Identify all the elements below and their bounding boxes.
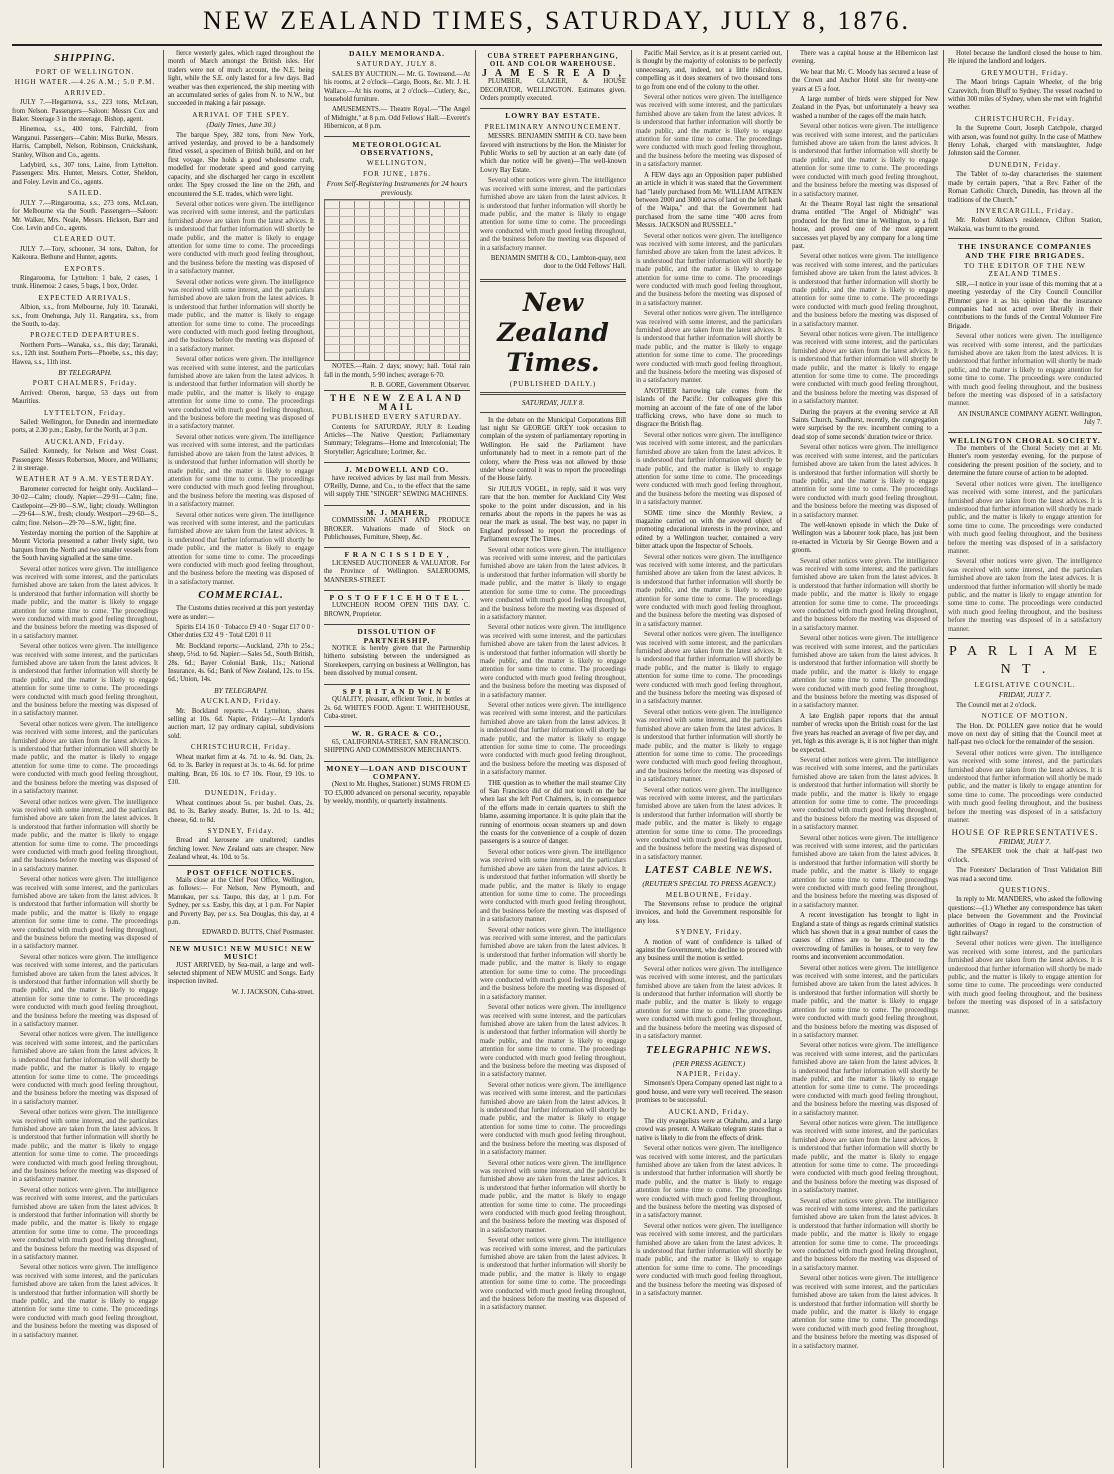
- memoranda-heading: DAILY MEMORANDA.: [348, 50, 445, 58]
- body-text: Several other notices were given. The intelligence was received with some interest, and the particulars furnished above are taken from the latest advices. It is understood that further information will shortly be made public, and the matter is likely to engage attention for some time to come. The proceedings were conducted with much good feeling throughout, and the business before the meeting was disposed of in a satisfactory manner.: [636, 708, 782, 784]
- dissolution-heading: DISSOLUTION OF PARTNERSHIP.: [357, 627, 437, 645]
- telegraphic-heading: TELEGRAPHIC NEWS.: [645, 1044, 773, 1056]
- divider: [480, 279, 626, 282]
- body-text: Several other notices were given. The intelligence was received with some interest, and the particulars furnished above are taken from the latest advices. It is understood that further information will shortly be made public, and the matter is likely to engage attention for some time to come. The proceedings were conducted with much good feeling throughout, and the business before the meeting was disposed of in a satisfactory manner.: [636, 631, 782, 706]
- observer-signature: R. B. GORE, Government Observer.: [370, 381, 470, 389]
- body-text: Several other notices were given. The intelligence was received with some interest, and the particulars furnished above are taken from the latest advices. It is understood that further information will shortly be made public, and the matter is likely to engage attention for some time to come. The proceedings were conducted with much good feeling throughout, and the business before the meeting was disposed of in a satisfactory manner.: [168, 278, 314, 353]
- dateline: CHRISTCHURCH, Friday.: [974, 114, 1076, 123]
- dateline: CHRISTCHURCH, Friday.: [190, 743, 292, 752]
- read-advert: [480, 50, 626, 108]
- shipping-para: Ladybird, s.s., 307 tons, Laine, from Lyttelton. Passengers: Mrs. Hunter, Messrs. Cotter, Sheldon, and Foley. Levin and Co., agents.: [12, 162, 158, 186]
- dateline: AUCKLAND, Friday.: [668, 1107, 750, 1116]
- body-text: Several other notices were given. The intelligence was received with some interest, and the particulars furnished above are taken from the latest advices. It is understood that further information will shortly be made public, and the matter is likely to engage attention for some time to come. The proceedings were conducted with much good feeling throughout, and the business before the meeting was disposed of in a satisfactory manner.: [792, 444, 938, 519]
- body-text: Several other notices were given. The intelligence was received with some interest, and the particulars furnished above are taken from the latest advices. It is understood that further information will shortly be made public, and the matter is likely to engage attention for some time to come. The proceedings were conducted with much good feeling throughout, and the business before the meeting was disposed of in a satisfactory manner.: [792, 1119, 938, 1195]
- dateline: DUNEDIN, Friday.: [988, 160, 1062, 169]
- dissolution-text: NOTICE is hereby given that the Partnership hitherto subsisting between the undersigned as Storekeepers, carrying on business at Wellington, has been dissolved by mutual consent.: [324, 645, 470, 678]
- dateline: AUCKLAND, Friday.: [44, 437, 126, 446]
- column-divider: [787, 50, 788, 1468]
- body-text: Several other notices were given. The intelligence was received with some interest, and the particulars furnished above are taken from the latest advices. It is understood that further information will shortly be made public, and the matter is likely to engage attention for some time to come. The proceedings were conducted with much good feeling throughout, and the business before the meeting was disposed of in a satisfactory manner.: [636, 786, 782, 861]
- body-text: Several other notices were given. The intelligence was received with some interest, and the particulars furnished above are taken from the latest advices. It is understood that further information will shortly be made public, and the matter is likely to engage attention for some time to come. The proceedings were conducted with much good feeling throughout, and the business before the meeting was disposed of in a satisfactory manner.: [948, 558, 1102, 633]
- body-text: Several other notices were given. The intelligence was received with some interest, and the particulars furnished above are taken from the latest advices. It is understood that further information will shortly be made public, and the matter is likely to engage attention for some time to come. The proceedings were conducted with much good feeling throughout, and the business before the meeting was disposed of in a satisfactory manner.: [948, 940, 1102, 1015]
- projected-heading: PROJECTED DEPARTURES.: [30, 331, 140, 340]
- arrival-heading: ARRIVAL OF THE SPEY.: [192, 110, 290, 119]
- tide-line: HIGH WATER.—4.26 A.M.; 5.0 P.M.: [14, 78, 156, 87]
- body-para: ANOTHER harrowing tale comes from the islands of the Pacific. Our colleagues give this morning an account of the fate of one of the labor trafficking crews, who have done so much to disgrace the British flag.: [636, 387, 782, 429]
- body-text: Several other notices were given. The intelligence was received with some interest, and the particulars furnished above are taken from the latest advices. It is understood that further information will shortly be made public, and the matter is likely to engage attention for some time to come. The proceedings were conducted with much good feeling throughout, and the business before the meeting was disposed of in a satisfactory manner.: [12, 953, 158, 1029]
- body-para: The well-known episode in which the Duke of Wellington was a labourer took place, has just been re-enacted in Victoria by Sir George Bowen and a groom.: [792, 521, 938, 555]
- body-para: SOME time since the Monthly Review, a magazine carried on with the avowed object of promoting educational interests in the province, and edited by a Wellington teacher, contained a very bitter attack upon the Inspector of Schools.: [636, 509, 782, 551]
- column-1: [12, 50, 158, 1468]
- body-para: Mr. Bockland reports:—Auckland, 27th to 25s.; sheep, 5½d. to 6d. Napier:—Sales 5d., South British, 28s. 6d.; Bayer Colonial Bank, 11s.; National Insurance, 4s. 6d.; Bank of New Zealand, 12s. to 15s. 6d.; Union, 14s.: [168, 642, 314, 684]
- dissolution-advert: [324, 624, 470, 683]
- shipping-para: Hinemoa, s.s., 400 tons, Fairchild, from Wanganui. Passengers—Cabin: Miss Burke, Messrs. Harris, Campbell, Nelson, Robinson, Cruickshank, Stanley, Wilson and Co., agents.: [12, 126, 158, 159]
- newspaper-columns: [12, 50, 1102, 1468]
- telegraph-heading: BY TELEGRAPH.: [58, 368, 112, 377]
- memoranda-amusements: AMUSEMENTS.— Theatre Royal.—"The Angel of Midnight," at 8 p.m. Odd Fellows' Hall.—Everett's Hibernicon, at 8 p.m.: [324, 106, 470, 131]
- body-text: Several other notices were given. The intelligence was received with some interest, and the particulars furnished above are taken from the latest advices. It is understood that further information will shortly be made public, and the matter is likely to engage attention for some time to come. The proceedings were conducted with much good feeling throughout, and the business before the meeting was disposed of in a satisfactory manner.: [480, 1081, 626, 1157]
- body-para: A recent investigation has brought to light in England a state of things as regards criminal statistics which has shown that in a great number of cases the causes of crimes are to be attributed to the overcrowding of families in houses, or to very few rooms and inconvenient accommodation.: [792, 912, 938, 962]
- choral-heading: WELLINGTON CHORAL SOCIETY.: [949, 435, 1101, 445]
- editorial-date: SATURDAY, JULY 8.: [521, 398, 585, 408]
- hotel-text: LUNCHEON ROOM OPEN THIS DAY. C. BROWN, Proprietor.: [324, 602, 470, 618]
- body-text: Several other notices were given. The intelligence was received with some interest, and the particulars furnished above are taken from the latest advices. It is understood that further information will shortly be made public, and the matter is likely to engage attention for some time to come. The proceedings were conducted with much good feeling throughout, and the business before the meeting was disposed of in a satisfactory manner.: [168, 433, 314, 509]
- dateline: SYDNEY, Friday.: [207, 826, 275, 835]
- body-para: A large number of birds were shipped for New Zealand in the Pyas, but unfortunately a heavy sea washed a number of the cages off the main hatch.: [792, 96, 938, 120]
- body-text: Several other notices were given. The intelligence was received with some interest, and the particulars furnished above are taken from the latest advices. It is understood that further information will shortly be made public, and the matter is likely to engage attention for some time to come. The proceedings were conducted with much good feeling throughout, and the business before the meeting was disposed of in a satisfactory manner.: [12, 720, 158, 796]
- divider: [948, 238, 1102, 239]
- arrival-source: (Daily Times, June 30.): [206, 120, 276, 130]
- body-para: The barque Spey, 382 tons, from New York, arrived yesterday, and proved to be a handsomely fitted vessel, a specimen of British build, and on her first voyage. She holds a good wholesome craft, modelled for moderate speed and good carrying capacity, and she discharged her cargo in excellent order. The Spey crossed the line on the 26th, and encountered the S.E. trades, which were light.: [168, 131, 314, 198]
- music-text: JUST ARRIVED, by Sea-mail, a large and well-selected shipment of NEW MUSIC and Songs. Early inspection invited.: [168, 961, 314, 986]
- body-text: Several other notices were given. The intelligence was received with some interest, and the particulars furnished above are taken from the latest advices. It is understood that further information will shortly be made public, and the matter is likely to engage attention for some time to come. The proceedings were conducted with much good feeling throughout, and the business before the meeting was disposed of in a satisfactory manner.: [12, 1031, 158, 1106]
- sidey-text: LICENSED AUCTIONEER & VALUATOR. For the Province of Wellington. SALEROOMS, MANNERS-STREET.: [324, 559, 470, 584]
- body-text: Several other notices were given. The intelligence was received with some interest, and the particulars furnished above are taken from the latest advices. It is understood that further information will shortly be made public, and the matter is likely to engage attention for some time to come. The proceedings were conducted with much good feeling throughout, and the business before the meeting was disposed of in a satisfactory manner.: [636, 965, 782, 1041]
- arrived-heading: ARRIVED.: [64, 88, 106, 97]
- council-date: FRIDAY, JULY 7.: [998, 690, 1052, 700]
- expected-heading: EXPECTED ARRIVALS.: [38, 293, 132, 302]
- body-text: Several other notices were given. The intelligence was received with some interest, and the particulars furnished above are taken from the latest advices. It is understood that further information will shortly be made public, and the matter is likely to engage attention for some time to come. The proceedings were conducted with much good feeling throughout, and the business before the meeting was disposed of in a satisfactory manner.: [636, 1222, 782, 1298]
- column-divider: [163, 50, 164, 1468]
- body-text: Several other notices were given. The intelligence was received with some interest, and the particulars furnished above are taken from the latest advices. It is understood that further information will shortly be made public, and the matter is likely to engage attention for some time to come. The proceedings were conducted with much good feeling throughout, and the business before the meeting was disposed of in a satisfactory manner.: [792, 1197, 938, 1272]
- body-para: Simonsen's Opera Company opened last night to a good house, and were very well received. The season promises to be successful.: [636, 1080, 782, 1105]
- mcdowell-advert: [324, 462, 470, 505]
- column-3: [324, 50, 470, 1468]
- cable-heading: LATEST CABLE NEWS.: [644, 865, 774, 877]
- body-text: Several other notices were given. The intelligence was received with some interest, and the particulars furnished above are taken from the latest advices. It is understood that further information will shortly be made public, and the matter is likely to engage attention for some time to come. The proceedings were conducted with much good feeling throughout, and the business before the meeting was disposed of in a satisfactory manner.: [792, 331, 938, 406]
- body-text: Several other notices were given. The intelligence was received with some interest, and the particulars furnished above are taken from the latest advices. It is understood that further information will shortly be made public, and the matter is likely to engage attention for some time to come. The proceedings were conducted with much good feeling throughout, and the business before the meeting was disposed of in a satisfactory manner.: [480, 177, 626, 252]
- body-text: Several other notices were given. The intelligence was received with some interest, and the particulars furnished above are taken from the latest advices. It is understood that further information will shortly be made public, and the matter is likely to engage attention for some time to come. The proceedings were conducted with much good feeling throughout, and the business before the meeting was disposed of in a satisfactory manner.: [12, 876, 158, 951]
- shipping-para: Albion, s.s., from Melbourne, July 10. Taranaki, s.s., from Onehunga, July 11. Rangatira, s.s., from the South, to-day.: [12, 304, 158, 328]
- body-para: A motion of want of confidence is talked of against the Government, who decline to proceed with any business until the motion is settled.: [636, 938, 782, 963]
- shipping-para: JULY 7.—Tory, schooner, 34 tons, Dalton, for Kaikoura. Bethune and Hunter, agents.: [12, 245, 158, 262]
- read-text: PLUMBER, GLAZIER, & HOUSE DECORATOR, WELLINGTON. Estimates given. Orders promptly executed.: [480, 78, 626, 103]
- notices-signature: EDWARD D. BUTTS, Chief Postmaster.: [202, 929, 314, 937]
- body-text: Several other notices were given. The intelligence was received with some interest, and the particulars furnished above are taken from the latest advices. It is understood that further information will shortly be made public, and the matter is likely to engage attention for some time to come. The proceedings were conducted with much good feeling throughout, and the business before the meeting was disposed of in a satisfactory manner.: [792, 1275, 938, 1350]
- notice-heading: NOTICE OF MOTION.: [981, 712, 1069, 721]
- weather-heading: WEATHER AT 9 A.M. YESTERDAY.: [15, 475, 155, 484]
- post-office-notices: [168, 865, 314, 941]
- dateline: AUCKLAND, Friday.: [200, 697, 282, 706]
- mail-contents: Contents for SATURDAY, JULY 8: Leading Articles—The Native Question; Parliamentary Summary; Telegrams—Home and Intercolonial; The Storyteller; Agriculture; Lorimer, &c.: [324, 423, 470, 456]
- body-text: Several other notices were given. The intelligence was received with some interest, and the particulars furnished above are taken from the latest advices. It is understood that further information will shortly be made public, and the matter is likely to engage attention for some time to come. The proceedings were conducted with much good feeling throughout, and the business before the meeting was disposed of in a satisfactory manner.: [12, 565, 158, 640]
- body-text: Several other notices were given. The intelligence was received with some interest, and the particulars furnished above are taken from the latest advices. It is understood that further information will shortly be made public, and the matter is likely to engage attention for some time to come. The proceedings were conducted with much good feeling throughout, and the business before the meeting was disposed of in a satisfactory manner.: [636, 1145, 782, 1220]
- body-text: Several other notices were given. The intelligence was received with some interest, and the particulars furnished above are taken from the latest advices. It is understood that further information will shortly be made public, and the matter is likely to engage attention for some time to come. The proceedings were conducted with much good feeling throughout, and the business before the meeting was disposed of in a satisfactory manner.: [948, 333, 1102, 408]
- body-text: Several other notices were given. The intelligence was received with some interest, and the particulars furnished above are taken from the latest advices. It is understood that further information will shortly be made public, and the matter is likely to engage attention for some time to come. The proceedings were conducted with much good feeling throughout, and the business before the meeting was disposed of in a satisfactory manner.: [636, 94, 782, 169]
- dateline: LYTTELTON, Friday.: [43, 408, 127, 417]
- dateline: INVERCARGILL, Friday.: [976, 206, 1074, 215]
- body-text: Several other notices were given. The intelligence was received with some interest, and the particulars furnished above are taken from the latest advices. It is understood that further information will shortly be made public, and the matter is likely to engage attention for some time to come. The proceedings were conducted with much good feeling throughout, and the business before the meeting was disposed of in a satisfactory manner.: [948, 480, 1102, 555]
- wine-heading: S P I R I T A N D W I N E: [342, 686, 452, 696]
- shipping-para: JULY 7.—Hegarnova, s.s., 223 tons, McLean, from Nelson. Passengers—Saloon: Messrs Cox and Baker. Steerage 3 in the steerage. Bishop, agent.: [12, 99, 158, 124]
- meteorological-notes: NOTES.—Rain. 2 days; snowy; hail. Total rain fall in the month, 5·90 inches; average 6·70.: [324, 363, 470, 379]
- body-para: There was a capital house at the Hibernicon last evening.: [792, 50, 938, 66]
- shipping-para: Sailed: Wellington, for Dunedin and intermediate ports, at 2.30 p.m.; Easby, for the North, at 3 p.m.: [12, 419, 158, 435]
- commercial-heading: COMMERCIAL.: [198, 590, 284, 602]
- body-text: Several other notices were given. The intelligence was received with some interest, and the particulars furnished above are taken from the latest advices. It is understood that further information will shortly be made public, and the matter is likely to engage attention for some time to come. The proceedings were conducted with much good feeling throughout, and the business before the meeting was disposed of in a satisfactory manner.: [480, 1237, 626, 1312]
- body-text: Several other notices were given. The intelligence was received with some interest, and the particulars furnished above are taken from the latest advices. It is understood that further information will shortly be made public, and the matter is likely to engage attention for some time to come. The proceedings were conducted with much good feeling throughout, and the business before the meeting was disposed of in a satisfactory manner.: [480, 546, 626, 621]
- read-heading: J A M E S R E A D ,: [481, 67, 625, 79]
- body-text: Several other notices were given. The intelligence was received with some interest, and the particulars furnished above are taken from the latest advices. It is understood that further information will shortly be made public, and the matter is likely to engage attention for some time to come. The proceedings were conducted with much good feeling throughout, and the business before the meeting was disposed of in a satisfactory manner.: [12, 1186, 158, 1262]
- shipping-para: Ringarooma, for Lyttelton: 1 bale, 2 cases, 1 trunk. Hinemoa: 2 cases, 5 bags, 1 box, Order.: [12, 274, 158, 291]
- body-para: Mr. Robert Aitken's residence, Clifton Station, Waikaia, was burnt to the ground.: [948, 217, 1102, 233]
- music-advert: [168, 941, 314, 1000]
- body-text: Several other notices were given. The intelligence was received with some interest, and the particulars furnished above are taken from the latest advices. It is understood that further information will shortly be made public, and the matter is likely to engage attention for some time to come. The proceedings were conducted with much good feeling throughout, and the business before the meeting was disposed of in a satisfactory manner.: [792, 635, 938, 710]
- body-text: Several other notices were given. The intelligence was received with some interest, and the particulars furnished above are taken from the latest advices. It is understood that further information will shortly be made public, and the matter is likely to engage attention for some time to come. The proceedings were conducted with much good feeling throughout, and the business before the meeting was disposed of in a satisfactory manner.: [792, 964, 938, 1039]
- column-5: [636, 50, 782, 1468]
- body-text: Several other notices were given. The intelligence was received with some interest, and the particulars furnished above are taken from the latest advices. It is understood that further information will shortly be made public, and the matter is likely to engage attention for some time to come. The proceedings were conducted with much good feeling throughout, and the business before the meeting was disposed of in a satisfactory manner.: [636, 232, 782, 307]
- hotel-heading: P O S T O F F I C E H O T E L .: [329, 593, 465, 603]
- body-para: Pacific Mail Service, as it is at present carried out, is thought by the majority of colonists to be perfectly unnecessary, and, indeed, not a little ridiculous, compelling as it does steamers of two thousand tons to go from one end of the colony to the other.: [636, 50, 782, 91]
- paper-title: New Zealand Times.: [497, 287, 609, 377]
- editorial-para: In the debate on the Municipal Corporations Bill last night Sir GEORGE GREY took occasion to complain of the system of parliamentary reporting in Wellington. He said the Parliament have unfortunately had to meet in a remote part of the colony, where the Press was not allowed by those under whose control it was to report the proceedings of the House fairly.: [480, 416, 626, 483]
- dateline: PORT CHALMERS, Friday.: [32, 379, 138, 388]
- body-para: The Council met at 2 o'clock.: [956, 701, 1037, 709]
- editorial-para: Sir JULIUS VOGEL, in reply, said it was very rare that the hon. member for Auckland City West spoke to the point under discussion, and in his remarks about the reports in the papers he was as near the mark as usual. The best way, no paper in England professed to report the proceedings of Parliament except The Times.: [480, 485, 626, 544]
- to-editor: TO THE EDITOR OF THE NEW ZEALAND TIMES.: [964, 261, 1086, 279]
- wine-text: QUALITY, pleasant, efficient Tonic, in bottles at 2s. 6d. WHITE'S FOOD. Agent: T. WHITEHOUSE, Cuba-street.: [324, 696, 470, 720]
- cable-source: (REUTER'S SPECIAL TO PRESS AGENCY.): [642, 879, 776, 889]
- meteorological-place: WELLINGTON,: [366, 159, 428, 168]
- notices-heading: POST OFFICE NOTICES.: [186, 867, 296, 877]
- body-para: The Stevensons refuse to produce the original invoices, and hold the Government responsible for any loss.: [636, 901, 782, 925]
- grace-heading: W. R. GRACE & CO.,: [351, 729, 443, 739]
- weather-para: Barometer corrected for height only. Auckland—30·02—Calm; cloudy. Napier—29·91—Calm; fine. Castlepoint—29·80—S.W., light; cloudy. Wellington—29·64—S.W., fresh; cloudy. Westport—29·60—S., calm; fine. Nelson—29·70—S.W., light; fine.: [12, 485, 158, 527]
- masthead-rule: [12, 44, 1102, 46]
- body-para: At the Theatre Royal last night the sensational drama entitled "The Angel of Midnight" was produced for the first time in Wellington, to a full house, and proved one of the most apparent successes yet played by any company for a long time past.: [792, 200, 938, 250]
- body-text: Several other notices were given. The intelligence was received with some interest, and the particulars furnished above are taken from the latest advices. It is understood that further information will shortly be made public, and the matter is likely to engage attention for some time to come. The proceedings were conducted with much good feeling throughout, and the business before the meeting was disposed of in a satisfactory manner.: [168, 356, 314, 431]
- body-text: Several other notices were given. The intelligence was received with some interest, and the particulars furnished above are taken from the latest advices. It is understood that further information will shortly be made public, and the matter is likely to engage attention for some time to come. The proceedings were conducted with much good feeling throughout, and the business before the meeting was disposed of in a satisfactory manner.: [480, 624, 626, 699]
- divider: [948, 432, 1102, 433]
- divider: [324, 136, 470, 137]
- mail-subheading: PUBLISHED EVERY SATURDAY.: [332, 413, 462, 422]
- body-para: The Maori brings Captain Wheeler, of the brig Czarevitch, from Bluff to Sydney. The vessel reached to within 300 miles of Sydney, when she met with frightful weather.: [948, 79, 1102, 112]
- body-text: Several other notices were given. The intelligence was received with some interest, and the particulars furnished above are taken from the latest advices. It is understood that further information will shortly be made public, and the matter is likely to engage attention for some time to come. The proceedings were conducted with much good feeling throughout, and the business before the meeting was disposed of in a satisfactory manner.: [168, 200, 314, 276]
- mcdowell-heading: J. McDOWELL AND CO.: [344, 465, 449, 475]
- body-text: Several other notices were given. The intelligence was received with some interest, and the particulars furnished above are taken from the latest advices. It is understood that further information will shortly be made public, and the matter is likely to engage attention for some time to come. The proceedings were conducted with much good feeling throughout, and the business before the meeting was disposed of in a satisfactory manner.: [948, 749, 1102, 825]
- body-para: In the Supreme Court, Joseph Catchpole, charged with arson, was found not guilty. In the case of Matthew Henry Lohak, charged with manslaughter, Judge Johnston said the Coroner.: [948, 125, 1102, 158]
- music-signature: W. J. JACKSON, Cuba-street.: [231, 988, 314, 996]
- dateline: NAPIER, Friday.: [676, 1069, 742, 1078]
- dateline: SYDNEY, Friday.: [675, 928, 743, 937]
- memoranda-sales: SALES BY AUCTION.— Mr. G. Townsend.—At his rooms, at 2 o'clock—Cargo, Boots, &c. Mr. J. H. Wallace.—At his rooms, at 2 o'clock—Cutlery, &c., household furniture.: [324, 70, 470, 104]
- maher-text: COMMISSION AGENT AND PRODUCE BROKER. Valuations made of Stock on Publichouses, Furniture, Sheep, &c.: [324, 517, 470, 541]
- cleared-heading: CLEARED OUT.: [53, 235, 117, 244]
- divider: [480, 412, 626, 413]
- dateline: MELBOURNE, Friday.: [665, 890, 753, 899]
- body-para: The members of the Choral Society met at Mr. Hunter's room yesterday evening, for the purpose of considering the present position of the society, and to determine the future course of action to be adopted.: [948, 445, 1102, 478]
- body-para: Wheat market firm at 4s. 7d. to 4s. 9d. Oats, 2s. 6d. to 3s. Barley in request at 3s. to 4s. 6d. for prime malting. Bran, £6 10s. to £7 10s. Flour, £9 10s. to £10.: [168, 753, 314, 786]
- body-para: The Tablet of to-day characterises the statement made by certain papers, "that a Rev. Father of the Roman Catholic Church, Dunedin, has thrown all the traditions of the Church.": [948, 171, 1102, 204]
- body-para: The SPEAKER took the chair at half-past two o'clock.: [948, 848, 1102, 864]
- telegraphic-source: (PER PRESS AGENCY.): [672, 1058, 746, 1068]
- body-text: Several other notices were given. The intelligence was received with some interest, and the particulars furnished above are taken from the latest advices. It is understood that further information will shortly be made public, and the matter is likely to engage attention for some time to come. The proceedings were conducted with much good feeling throughout, and the business before the meeting was disposed of in a satisfactory manner.: [12, 1264, 158, 1339]
- body-text: Several other notices were given. The intelligence was received with some interest, and the particulars furnished above are taken from the latest advices. It is understood that further information will shortly be made public, and the matter is likely to engage attention for some time to come. The proceedings were conducted with much good feeling throughout, and the business before the meeting was disposed of in a satisfactory manner.: [636, 310, 782, 385]
- body-text: Several other notices were given. The intelligence was received with some interest, and the particulars furnished above are taken from the latest advices. It is understood that further information will shortly be made public, and the matter is likely to engage attention for some time to come. The proceedings were conducted with much good feeling throughout, and the business before the meeting was disposed of in a satisfactory manner.: [12, 798, 158, 873]
- insurance-heading: THE INSURANCE COMPANIES AND THE FIRE BRIGADES.: [958, 242, 1092, 260]
- body-para: The Foresters' Declaration of Trust Validation Bill was read a second time.: [948, 867, 1102, 883]
- body-para: During the prayers at the evening service at All Saints Church, Sandhurst, recently, the congregation were surprised by the rev. incumbent coming to a dead stop of some seconds' duration twice or thrice.: [792, 408, 938, 441]
- house-heading: HOUSE OF REPRESENTATIVES.: [951, 826, 1099, 837]
- body-text: Several other notices were given. The intelligence was received with some interest, and the particulars furnished above are taken from the latest advices. It is understood that further information will shortly be made public, and the matter is likely to engage attention for some time to come. The proceedings were conducted with much good feeling throughout, and the business before the meeting was disposed of in a satisfactory manner.: [480, 701, 626, 777]
- divider: [480, 392, 626, 395]
- body-para: We hear that Mr. C. Moody has secured a lease of the Crown and Anchor Hotel site for twenty-one years at £5 a foot.: [792, 68, 938, 93]
- wine-advert: [324, 684, 470, 727]
- memoranda-date: SATURDAY, JULY 8.: [356, 60, 438, 69]
- sidey-advert: [324, 547, 470, 590]
- letter-body: SIR,—I notice in your issue of this morning that at a meeting yesterday of the City Council Councillor Plimmer gave it as his opinion that the insurance companies had not acted over liberally in their contributions to the funds of the Central Volunteer Fire Brigade.: [948, 280, 1102, 330]
- exports-heading: EXPORTS.: [64, 264, 106, 273]
- body-text: Several other notices were given. The intelligence was received with some interest, and the particulars furnished above are taken from the latest advices. It is understood that further information will shortly be made public, and the matter is likely to engage attention for some time to come. The proceedings were conducted with much good feeling throughout, and the business before the meeting was disposed of in a satisfactory manner.: [12, 1109, 158, 1184]
- letter-signature: AN INSURANCE COMPANY AGENT. Wellington, July 7.: [957, 410, 1102, 427]
- masthead: NEW ZEALAND TIMES, SATURDAY, JULY 8, 1876.: [203, 6, 911, 35]
- body-para: A late English paper reports that the annual number of wrecks upon the British coast for the last five years has reached an average of five per day, and yet, high as this average is, it is not higher than might be expected.: [792, 712, 938, 754]
- sailed-heading: SAILED.: [67, 189, 103, 198]
- grace-advert: [324, 726, 470, 760]
- telegraph-heading: BY TELEGRAPH.: [214, 685, 268, 695]
- dateline: DUNEDIN, Friday.: [204, 789, 278, 798]
- money-advert: [324, 761, 470, 812]
- parliament-heading: P A R L I A M E N T .: [949, 644, 1101, 677]
- lowry-subheading: PRELIMINARY ANNOUNCEMENT.: [484, 122, 622, 131]
- body-para: A FEW days ago an Opposition paper published an article in which it was stated that the Government had "lately purchased from Mr. WILLIAM AITKEN between 2000 and 3000 acres of land on the left bank of the Waipa," and that the Government had purchased from the same time "400 acres from Messrs. JACKSON and RUSSELL.": [636, 171, 782, 230]
- body-para: The Hon. Dr. POLLEN gave notice that he would move on next day of sitting that the Council meet at half-past two o'clock for the remainder of the session.: [948, 722, 1102, 747]
- body-text: Several other notices were given. The intelligence was received with some interest, and the particulars furnished above are taken from the latest advices. It is understood that further information will shortly be made public, and the matter is likely to engage attention for some time to come. The proceedings were conducted with much good feeling throughout, and the business before the meeting was disposed of in a satisfactory manner.: [792, 253, 938, 328]
- money-heading: MONEY—LOAN AND DISCOUNT COMPANY.: [326, 763, 468, 781]
- sidey-heading: F R A N C I S S I D E Y ,: [344, 550, 450, 560]
- shipping-para: Northern Ports—Wanaka, s.s., this day; Taranaki, s.s., 12th inst. Southern Ports—Phoebe, s.s., this day; Hawea, s.s., 11th inst.: [12, 341, 158, 366]
- body-text: Several other notices were given. The intelligence was received with some interest, and the particulars furnished above are taken from the latest advices. It is understood that further information will shortly be made public, and the matter is likely to engage attention for some time to come. The proceedings were conducted with much good feeling throughout, and the business before the meeting was disposed of in a satisfactory manner.: [480, 926, 626, 1001]
- body-text: Several other notices were given. The intelligence was received with some interest, and the particulars furnished above are taken from the latest advices. It is understood that further information will shortly be made public, and the matter is likely to engage attention for some time to come. The proceedings were conducted with much good feeling throughout, and the business before the meeting was disposed of in a satisfactory manner.: [792, 756, 938, 832]
- grace-text: 65, CALIFORNIA-STREET, SAN FRANCISCO. SHIPPING AND COMMISSION MERCHANTS.: [324, 738, 470, 755]
- questions-heading: QUESTIONS.: [999, 885, 1051, 894]
- column-6: [792, 50, 938, 1468]
- shipping-para: Yesterday morning the portion of the Sapphire at Mount Victoria presented a rather lively sight, two barques from the North and two smaller vessels from the South having signalled at the same time.: [12, 529, 158, 563]
- body-text: Several other notices were given. The intelligence was received with some interest, and the particulars furnished above are taken from the latest advices. It is understood that further information will shortly be made public, and the matter is likely to engage attention for some time to come. The proceedings were conducted with much good feeling throughout, and the business before the meeting was disposed of in a satisfactory manner.: [480, 1004, 626, 1079]
- body-text: Several other notices were given. The intelligence was received with some interest, and the particulars furnished above are taken from the latest advices. It is understood that further information will shortly be made public, and the matter is likely to engage attention for some time to come. The proceedings were conducted with much good feeling throughout, and the business before the meeting was disposed of in a satisfactory manner.: [636, 553, 782, 628]
- maher-heading: M. J. MAHER,: [366, 507, 428, 517]
- money-text: (Next to Mr. Hughes, Stationer.) SUMS FROM £5 TO £5,000 advanced on personal security, repayable by weekly, monthly, or quarterly instalments.: [324, 781, 470, 806]
- body-para: The city evangelists were at Otahuhu, and a large crowd was present. A Waikato telegram states that a native is likely to die from the effects of drink.: [636, 1117, 782, 1142]
- body-para: The Customs duties received at this port yesterday were as under:—: [168, 605, 314, 621]
- editorial-para: THE question as to whether the mail steamer City of San Francisco did or did not touch on the bar when last she left Port Chalmers, is, in consequence of the efforts made in certain quarters to shift the blame, assuming importance. It is quite plain that the running of enormous ocean steamers up and down the coasts for the convenience of a couple of dozen passengers is a source of danger.: [480, 779, 626, 846]
- body-text: Several other notices were given. The intelligence was received with some interest, and the particulars furnished above are taken from the latest advices. It is understood that further information will shortly be made public, and the matter is likely to engage attention for some time to come. The proceedings were conducted with much good feeling throughout, and the business before the meeting was disposed of in a satisfactory manner.: [792, 123, 938, 198]
- column-7: [948, 50, 1102, 1468]
- body-para: Bread and kerosene are unaltered; candles fetching lower. New Zealand oats are cheaper. New Zealand wheat, 4s. 10d. to 5s.: [168, 837, 314, 862]
- hotel-advert: [324, 590, 470, 624]
- body-para: Wheat continues about 5s. per bushel. Oats, 2s. 8d. to 3s. Barley steady. Butter, 1s. 2d. to 1s. 4d.; cheese, 6d. to 8d.: [168, 799, 314, 824]
- body-text: Several other notices were given. The intelligence was received with some interest, and the particulars furnished above are taken from the latest advices. It is understood that further information will shortly be made public, and the matter is likely to engage attention for some time to come. The proceedings were conducted with much good feeling throughout, and the business before the meeting was disposed of in a satisfactory manner.: [792, 557, 938, 632]
- body-para: In reply to Mr. MANDERS, who asked the following questions:—(1.) Whether any correspondence has taken place between the Government and the Provincial authorities of Otago in regard to the construction of light railways?: [948, 896, 1102, 937]
- divider: [948, 638, 1102, 639]
- body-text: Several other notices were given. The intelligence was received with some interest, and the particulars furnished above are taken from the latest advices. It is understood that further information will shortly be made public, and the matter is likely to engage attention for some time to come. The proceedings were conducted with much good feeling throughout, and the business before the meeting was disposed of in a satisfactory manner.: [792, 1042, 938, 1117]
- body-text: Several other notices were given. The intelligence was received with some interest, and the particulars furnished above are taken from the latest advices. It is understood that further information will shortly be made public, and the matter is likely to engage attention for some time to come. The proceedings were conducted with much good feeling throughout, and the business before the meeting was disposed of in a satisfactory manner.: [12, 643, 158, 718]
- lowry-heading: LOWRY BAY ESTATE.: [505, 111, 601, 121]
- body-para: fierce westerly gales, which raged throughout the month of March amongst the British isles. Her traders were not of much account, the N.E. being light, while the S.E. only lasted for a few days. Bad weather was then experienced, the ship meeting with an accumulated series of gales from N. to N.W., but succeeded in making a fair passage.: [168, 50, 314, 108]
- body-para: Hotel because the landlord closed the house to him. He injured the landlord and lodgers.: [948, 50, 1102, 66]
- meteorological-table: [324, 199, 470, 361]
- column-divider: [943, 50, 944, 1468]
- mcdowell-text: have received advices by last mail from Messrs. O'Reilly, Dunne, and Co., to the effect that the same will supply THE "SINGER" SEWING MACHINES.: [324, 474, 470, 499]
- column-2: [168, 50, 314, 1468]
- council-heading: LEGISLATIVE COUNCIL.: [974, 681, 1076, 689]
- column-divider: [631, 50, 632, 1468]
- lowry-text: MESSRS. BENJAMIN SMITH & CO. have been favored with instructions by the Hon. the Minister for Public Works to sell by auction at an early date (of which due notice will be given)—The well-known Lowry Bay Estate.: [480, 133, 626, 174]
- meteorological-note: From Self-Registering Instruments for 24 hours previously.: [326, 179, 468, 197]
- mail-advert: [324, 390, 470, 462]
- shipping-heading: SHIPPING.: [54, 53, 116, 64]
- body-text: Several other notices were given. The intelligence was received with some interest, and the particulars furnished above are taken from the latest advices. It is understood that further information will shortly be made public, and the matter is likely to engage attention for some time to come. The proceedings were conducted with much good feeling throughout, and the business before the meeting was disposed of in a satisfactory manner.: [480, 848, 626, 924]
- shipping-para: Arrived: Oberon, barque, 53 days out from Mauritius.: [12, 389, 158, 406]
- cuba-heading: CUBA STREET PAPERHANGING, OIL AND COLOR WAREHOUSE.: [487, 53, 619, 69]
- maher-advert: [324, 505, 470, 548]
- notices-text: Mails close at the Chief Post Office, Wellington, as follows:— For Nelson, New Plymouth, and Manukau, per s.s. Taupo, this day, at 1 p.m. For Sydney, per s.s. Easby, this day, at 1 p.m. For Napier and Poverty Bay, per s.s. Sea Douglas, this day, at 4 p.m.: [168, 876, 314, 926]
- body-text: Several other notices were given. The intelligence was received with some interest, and the particulars furnished above are taken from the latest advices. It is understood that further information will shortly be made public, and the matter is likely to engage attention for some time to come. The proceedings were conducted with much good feeling throughout, and the business before the meeting was disposed of in a satisfactory manner.: [168, 511, 314, 586]
- shipping-para: JULY 7.—Ringarooma, s.s., 273 tons, McLean, for Melbourne via the South. Passengers—Saloon: Mr. Walker, Mrs. Neale, Messrs. Hickson, Barr and Coe. Levin and Co., agents.: [12, 199, 158, 232]
- body-text: Several other notices were given. The intelligence was received with some interest, and the particulars furnished above are taken from the latest advices. It is understood that further information will shortly be made public, and the matter is likely to engage attention for some time to come. The proceedings were conducted with much good feeling throughout, and the business before the meeting was disposed of in a satisfactory manner.: [636, 431, 782, 507]
- body-para: Mr. Bockland reports:—At Lyttelton, shares selling at 10s. 6d. Napier, Friday:—At Lyndon's auction mart, 12 pay ordinary capital, subdivisions sold.: [168, 707, 314, 740]
- music-heading: NEW MUSIC! NEW MUSIC! NEW MUSIC!: [169, 943, 313, 962]
- body-text: Several other notices were given. The intelligence was received with some interest, and the particulars furnished above are taken from the latest advices. It is understood that further information will shortly be made public, and the matter is likely to engage attention for some time to come. The proceedings were conducted with much good feeling throughout, and the business before the meeting was disposed of in a satisfactory manner.: [792, 834, 938, 909]
- dateline: GREYMOUTH, Friday.: [981, 68, 1069, 77]
- port-heading: PORT OF WELLINGTON.: [35, 68, 135, 76]
- meteorological-month: FOR JUNE, 1876.: [362, 169, 432, 178]
- column-divider: [319, 50, 320, 1468]
- shipping-para: Sailed: Kennedy, for Nelson and West Coast. Passengers: Messrs Robertson, Moore, and Williams; 2 in steerage.: [12, 448, 158, 473]
- customs-duties: Spirits £14 16 0 · Tobacco £9 4 0 · Sugar £17 0 0 · Other duties £32 4 9 · Total £201 0 11: [168, 624, 314, 640]
- meteorological-heading: METEOROLOGICAL OBSERVATIONS,: [352, 139, 442, 158]
- lowry-advert: [480, 108, 626, 274]
- mail-heading: THE NEW ZEALAND MAIL: [330, 393, 464, 412]
- published-line: (PUBLISHED DAILY.): [509, 379, 597, 388]
- column-divider: [475, 50, 476, 1468]
- body-text: Several other notices were given. The intelligence was received with some interest, and the particulars furnished above are taken from the latest advices. It is understood that further information will shortly be made public, and the matter is likely to engage attention for some time to come. The proceedings were conducted with much good feeling throughout, and the business before the meeting was disposed of in a satisfactory manner.: [480, 1159, 626, 1234]
- lowry-signature: BENJAMIN SMITH & CO., Lambton-quay, next door to the Odd Fellows' Hall.: [490, 254, 626, 271]
- house-date: FRIDAY, JULY 7.: [998, 836, 1052, 846]
- column-4: [480, 50, 626, 1468]
